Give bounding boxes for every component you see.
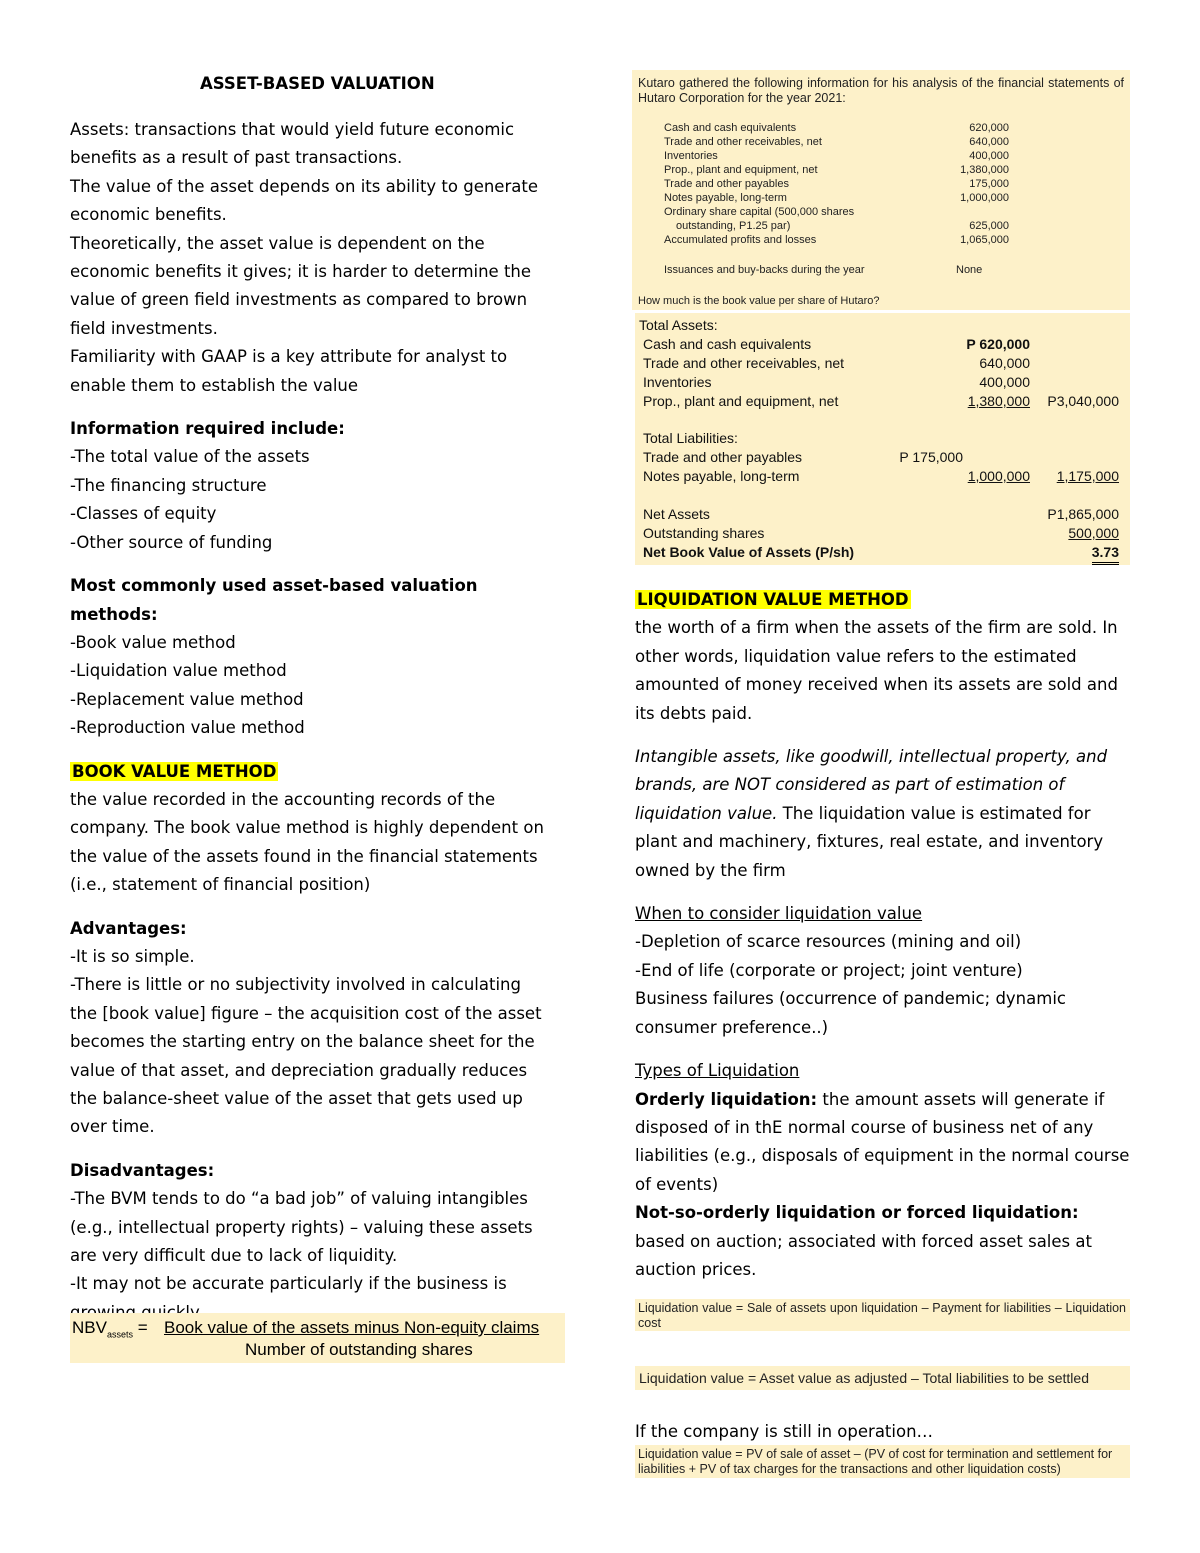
asset-label: Inventories xyxy=(643,374,712,390)
method-item: -Replacement value method xyxy=(70,689,304,709)
row-label: Prop., plant and equipment, net xyxy=(664,164,818,176)
operation-heading: If the company is still in operation… xyxy=(635,1422,934,1441)
shares-label: Outstanding shares xyxy=(643,525,765,541)
forced-label: Not-so-orderly liquidation or forced liquidation: xyxy=(635,1203,1079,1223)
row-value: 625,000 xyxy=(969,220,1009,232)
disadvantage-item: -It may not be accurate particularly if the business is xyxy=(70,1274,507,1294)
intangible-rest: The liquidation value is estimated for plant and machinery, fixtures, real estate, and inventory owned by the firm xyxy=(635,803,1104,880)
asset-label: Prop., plant and equipment, net xyxy=(643,393,839,409)
formula-numerator: Book value of the assets minus Non-equity claims xyxy=(164,1318,540,1337)
liabilities-total: 1,175,000 xyxy=(1056,468,1119,484)
advantage-item: -There is little or no subjectivity involved in calculating the [book value] figure – the acquisition cost of the asset becomes the starting entry on the balance sheet for the value of that asset, and depreciation gradually reduces the balance-sheet value of the asset that gets used up over time. xyxy=(70,975,542,1137)
table-row xyxy=(664,219,1009,233)
bvm-heading: BOOK VALUE METHOD xyxy=(72,761,277,781)
row-label: Inventories xyxy=(664,150,718,162)
nbv-formula-box xyxy=(70,1313,565,1363)
lvm-text: the worth of a firm when the assets of the firm are sold. In other words, liquidation value refers to the estimated amounted of money received when its assets are sold and its debts paid. xyxy=(635,618,1118,723)
row-value: 620,000 xyxy=(969,122,1009,134)
asset-value: 1,380,000 xyxy=(967,393,1030,409)
intro-4: Familiarity with GAAP is a key attribute for analyst to enable them to establish the value xyxy=(70,347,508,395)
issuances-label: Issuances and buy-backs during the year xyxy=(664,264,865,276)
problem-intro: Kutaro gathered the following information for his analysis of the financial statements of Hutaro Corporation for the year 2021: xyxy=(638,76,1124,105)
lvm-heading: LIQUIDATION VALUE METHOD xyxy=(637,590,909,609)
liquidation-formula-1 xyxy=(635,1299,1130,1331)
formula-3-text: Liquidation value = PV of sale of asset – (PV of cost for termination and settlement for liabilities + PV of tax charges for the transactions and other liquidation costs) xyxy=(638,1447,1113,1476)
asset-label: Trade and other receivables, net xyxy=(643,355,845,371)
liabilities-heading: Total Liabilities: xyxy=(643,430,738,446)
advantage-item: -It is so simple. xyxy=(70,946,195,966)
when-item: -Depletion of scarce resources (mining and oil) xyxy=(635,932,1022,952)
when-heading: When to consider liquidation value xyxy=(635,904,923,924)
row-value: 1,380,000 xyxy=(960,164,1009,176)
table-row xyxy=(664,163,1009,177)
method-item: -Liquidation value method xyxy=(70,661,287,681)
types-heading: Types of Liquidation xyxy=(635,1061,800,1081)
intangible-italic: Intangible assets, like goodwill, intellectual property, and brands, are NOT considered as part of estimation of liquidation value. xyxy=(635,747,1108,823)
table-row xyxy=(664,177,1009,191)
orderly-label: Orderly liquidation: xyxy=(635,1089,818,1109)
table-row xyxy=(664,149,1009,163)
right-column xyxy=(635,586,1130,1284)
liability-label: Trade and other payables xyxy=(643,449,803,465)
info-heading: Information required include: xyxy=(70,419,345,439)
methods-heading: Most commonly used asset-based valuation methods: xyxy=(70,576,478,624)
disadvantage-item: -The BVM tends to do “a bad job” of valuing intangibles (e.g., intellectual property rights) – valuing these assets are very difficult due to lack of liquidity. xyxy=(70,1189,533,1266)
nbv-value: 3.73 xyxy=(1092,543,1119,565)
row-label: outstanding, P1.25 par) xyxy=(676,220,791,232)
row-value: 175,000 xyxy=(969,178,1009,190)
table-row xyxy=(664,191,1009,205)
formula-eq: = xyxy=(137,1318,148,1337)
assets-total: P3,040,000 xyxy=(1047,393,1119,409)
advantages-heading: Advantages: xyxy=(70,918,187,938)
left-column xyxy=(70,116,550,1327)
row-value: 640,000 xyxy=(969,136,1009,148)
forced-text: based on auction; associated with forced asset sales at auction prices. xyxy=(635,1231,1092,1279)
table-row xyxy=(664,205,1009,219)
asset-label: Cash and cash equivalents xyxy=(643,336,812,352)
formula-2-text: Liquidation value = Asset value as adjusted – Total liabilities to be settled xyxy=(639,1370,1089,1386)
forced-paragraph xyxy=(635,1199,1130,1284)
problem-question: How much is the book value per share of Hutaro? xyxy=(638,295,880,307)
row-label: Accumulated profits and losses xyxy=(664,234,817,246)
liquidation-formula-3 xyxy=(635,1445,1130,1478)
asset-value: P 620,000 xyxy=(966,336,1030,352)
when-item: Business failures (occurrence of pandemic; dynamic consumer preference..) xyxy=(635,989,1066,1037)
row-value: 1,000,000 xyxy=(960,192,1009,204)
intro-2: The value of the asset depends on its ability to generate economic benefits. xyxy=(70,176,538,225)
row-value xyxy=(938,205,1009,219)
method-item: -Book value method xyxy=(70,632,236,652)
asset-value: 400,000 xyxy=(979,374,1030,390)
assets-heading: Total Assets: xyxy=(639,317,718,333)
shares-value: 500,000 xyxy=(1068,525,1119,541)
table-row xyxy=(664,135,1009,149)
page-title: ASSET-BASED VALUATION xyxy=(200,74,435,93)
row-value: 1,065,000 xyxy=(960,234,1009,246)
table-row xyxy=(664,233,1009,247)
formula-lhs: NBV xyxy=(72,1318,107,1337)
formula-sub: assets xyxy=(106,1329,133,1340)
liability-value: 1,000,000 xyxy=(967,468,1030,484)
table-row xyxy=(664,121,1009,135)
asset-value: 640,000 xyxy=(979,355,1030,371)
formula-1-text: Liquidation value = Sale of assets upon liquidation – Payment for liabilities – Liquidation cost xyxy=(638,1301,1126,1330)
orderly-paragraph xyxy=(635,1086,1130,1200)
row-value: 400,000 xyxy=(969,150,1009,162)
formula-denominator: Number of outstanding shares xyxy=(245,1340,473,1359)
info-item: -The total value of the assets xyxy=(70,447,310,467)
when-item: -End of life (corporate or project; joint venture) xyxy=(635,960,1023,980)
liability-label: Notes payable, long-term xyxy=(643,468,800,484)
bvm-text: the value recorded in the accounting records of the company. The book value method is highly dependent on the value of the assets found in the financial statements (i.e., statement of financial position) xyxy=(70,789,544,895)
info-item: -Classes of equity xyxy=(70,504,217,524)
net-assets-value: P1,865,000 xyxy=(1047,506,1119,522)
row-label: Trade and other payables xyxy=(664,178,789,190)
row-label: Cash and cash equivalents xyxy=(664,122,797,134)
info-item: -The financing structure xyxy=(70,475,267,495)
row-label: Trade and other receivables, net xyxy=(664,136,822,148)
net-assets-label: Net Assets xyxy=(643,506,710,522)
info-item: -Other source of funding xyxy=(70,532,273,552)
intro-3: Theoretically, the asset value is dependent on the economic benefits it gives; it is harder to determine the value of green field investments as compared to brown field investments. xyxy=(70,233,532,338)
intangible-paragraph xyxy=(635,743,1130,885)
row-label: Ordinary share capital (500,000 shares xyxy=(664,206,855,218)
problem-table xyxy=(664,121,1009,247)
disadvantages-heading: Disadvantages: xyxy=(70,1160,215,1180)
row-label: Notes payable, long-term xyxy=(664,192,787,204)
solution-box xyxy=(635,313,1130,565)
intro-1: Assets: transactions that would yield future economic benefits as a result of past transactions. xyxy=(70,120,515,168)
orderly-text: the amount assets will generate if disposed of in thE normal course of business net of any liabilities (e.g., disposals of equipment in the normal course of events) xyxy=(635,1089,1130,1194)
nbv-label: Net Book Value of Assets (P/sh) xyxy=(643,544,855,560)
method-item: -Reproduction value method xyxy=(70,718,305,738)
problem-box xyxy=(632,70,1130,310)
liquidation-formula-2 xyxy=(635,1366,1130,1390)
issuances-value: None xyxy=(956,264,983,276)
liability-value: P 175,000 xyxy=(899,449,963,465)
